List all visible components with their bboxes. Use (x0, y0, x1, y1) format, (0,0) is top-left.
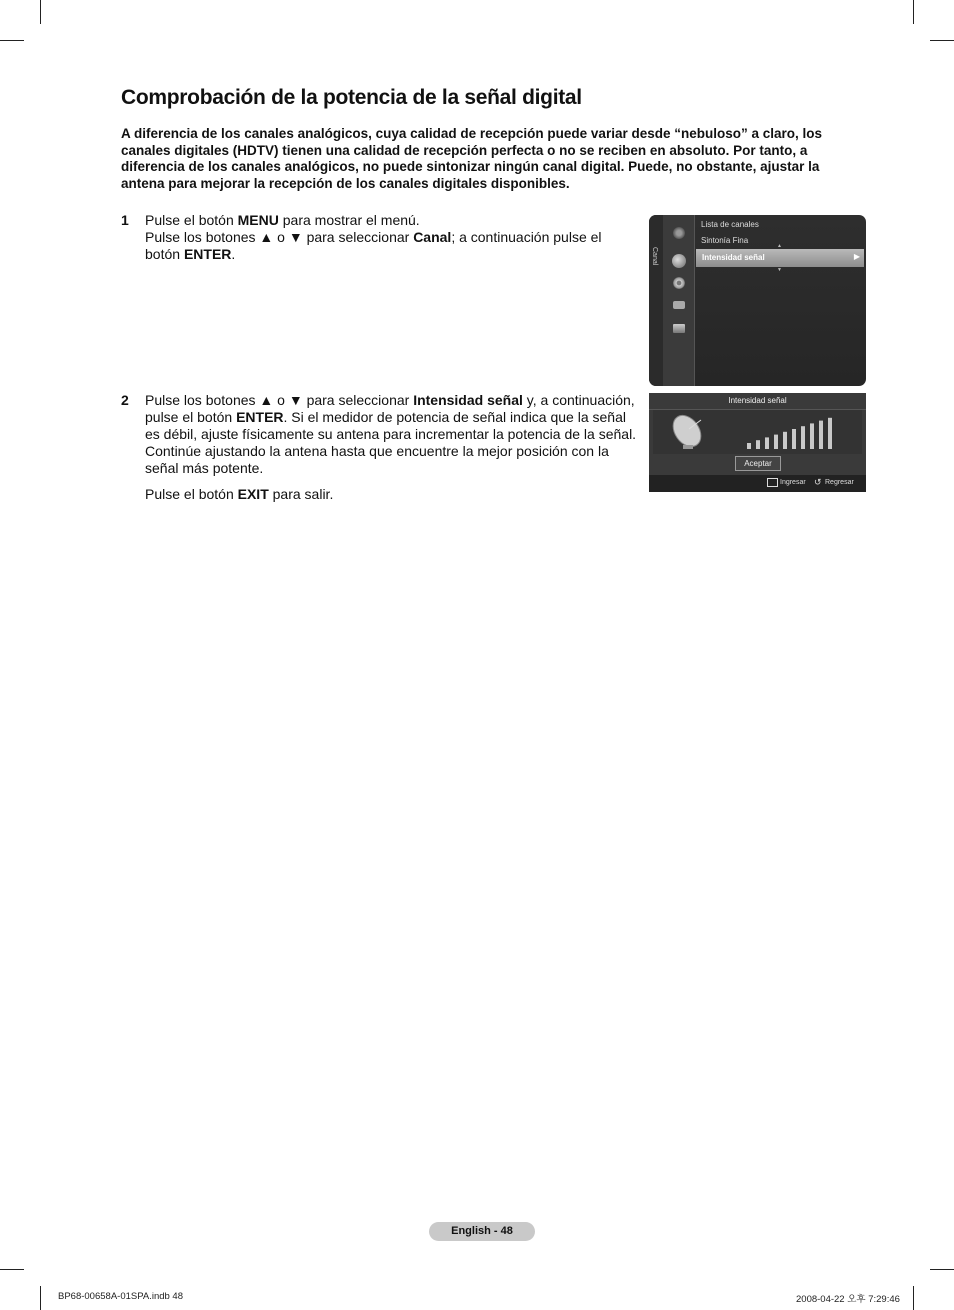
text: ; a continuación pulse el botón (145, 229, 602, 262)
intensidad-key: Intensidad señal (413, 392, 523, 408)
text: para salir. (268, 486, 334, 502)
signal-bar (792, 429, 796, 449)
return-icon: ↺ (814, 477, 822, 487)
crop-mark (913, 0, 914, 24)
signal-bar (819, 421, 823, 449)
canal-key: Canal (413, 229, 452, 245)
file-footer: BP68-00658A-01SPA.indb 48 (58, 1291, 183, 1302)
step-number: 1 (121, 212, 129, 228)
text: Pulse los botones ▲ o ▼ para seleccionar (145, 229, 414, 245)
date-footer: 2008-04-22 오후 7:29:46 (796, 1294, 900, 1305)
signal-bar (765, 437, 769, 449)
channel-icon (672, 254, 686, 268)
menu-side-label: Canal (651, 247, 658, 266)
signal-title: Intensidad señal (728, 396, 787, 405)
down-indicator-icon: ▼ (777, 267, 782, 273)
signal-bar (774, 435, 778, 449)
crop-mark (40, 0, 41, 24)
crop-mark (0, 1269, 24, 1270)
menu-item[interactable]: Sintonía Fina (701, 236, 749, 245)
signal-bar (828, 418, 832, 449)
step-text (145, 212, 637, 263)
up-indicator-icon: ▲ (777, 243, 782, 249)
text: . (231, 246, 236, 262)
text: Pulse el botón (145, 486, 238, 502)
page-number-badge: English - 48 (429, 1222, 535, 1241)
signal-bar (756, 440, 760, 449)
text: Pulse los botones ▲ o ▼ para seleccionar (145, 392, 414, 408)
enter-icon (767, 478, 778, 487)
menu-rail (649, 215, 663, 386)
signal-strength-screenshot (649, 393, 866, 492)
crop-mark (40, 1286, 41, 1310)
input-icon (673, 301, 685, 309)
text: Pulse el botón (145, 212, 238, 228)
picture-icon (673, 227, 685, 239)
satellite-dish-icon (667, 410, 706, 452)
menu-item-selected[interactable] (696, 249, 864, 267)
crop-mark (0, 40, 24, 41)
step-number: 2 (121, 392, 129, 408)
text: . Si el medidor de potencia de señal indica que la señal es débil, ajuste físicamente su antena para incrementar la potencia de la señal. Continúe ajustando la antena hasta que encuentre la mejor posición con la señal más potente. (145, 409, 637, 476)
exit-key: EXIT (237, 486, 269, 502)
application-icon (673, 324, 685, 333)
enter-key: ENTER (236, 409, 284, 425)
accept-button[interactable]: Aceptar (735, 456, 781, 471)
text: y, a continuación, pulse el botón (145, 392, 635, 425)
signal-footer (649, 475, 866, 492)
setup-gear-icon (673, 277, 685, 289)
page-title: Comprobación de la potencia de la señal digital (121, 86, 582, 109)
enter-label: Ingresar (780, 479, 806, 486)
menu-item-label: Intensidad señal (702, 253, 765, 262)
enter-key: ENTER (183, 246, 232, 262)
menu-key: MENU (237, 212, 279, 228)
signal-bar (783, 432, 787, 449)
signal-bar (810, 423, 814, 449)
exit-line (145, 486, 637, 503)
channel-menu-screenshot (649, 215, 866, 386)
crop-mark (930, 1269, 954, 1270)
crop-mark (913, 1286, 914, 1310)
signal-bar (747, 443, 751, 449)
text: para mostrar el menú. (278, 212, 420, 228)
crop-mark (930, 40, 954, 41)
signal-bar (801, 426, 805, 449)
intro-paragraph: A diferencia de los canales analógicos, cuya calidad de recepción puede variar desde “nebuloso” a claro, los canales digitales (HDTV) tienen una calidad de recepción perfecta o no se reciben en absoluto. Por tanto, a diferencia de los canales analógicos, no puede sintonizar ningún canal digital. Puede, no obstante, ajustar la antena para mejorar la recepción de los canales digitales disponibles. (121, 126, 823, 191)
menu-item[interactable]: Lista de canales (701, 220, 759, 229)
arrow-right-icon: ▶ (853, 252, 860, 261)
step-text (145, 392, 637, 503)
return-label: Regresar (825, 479, 854, 486)
